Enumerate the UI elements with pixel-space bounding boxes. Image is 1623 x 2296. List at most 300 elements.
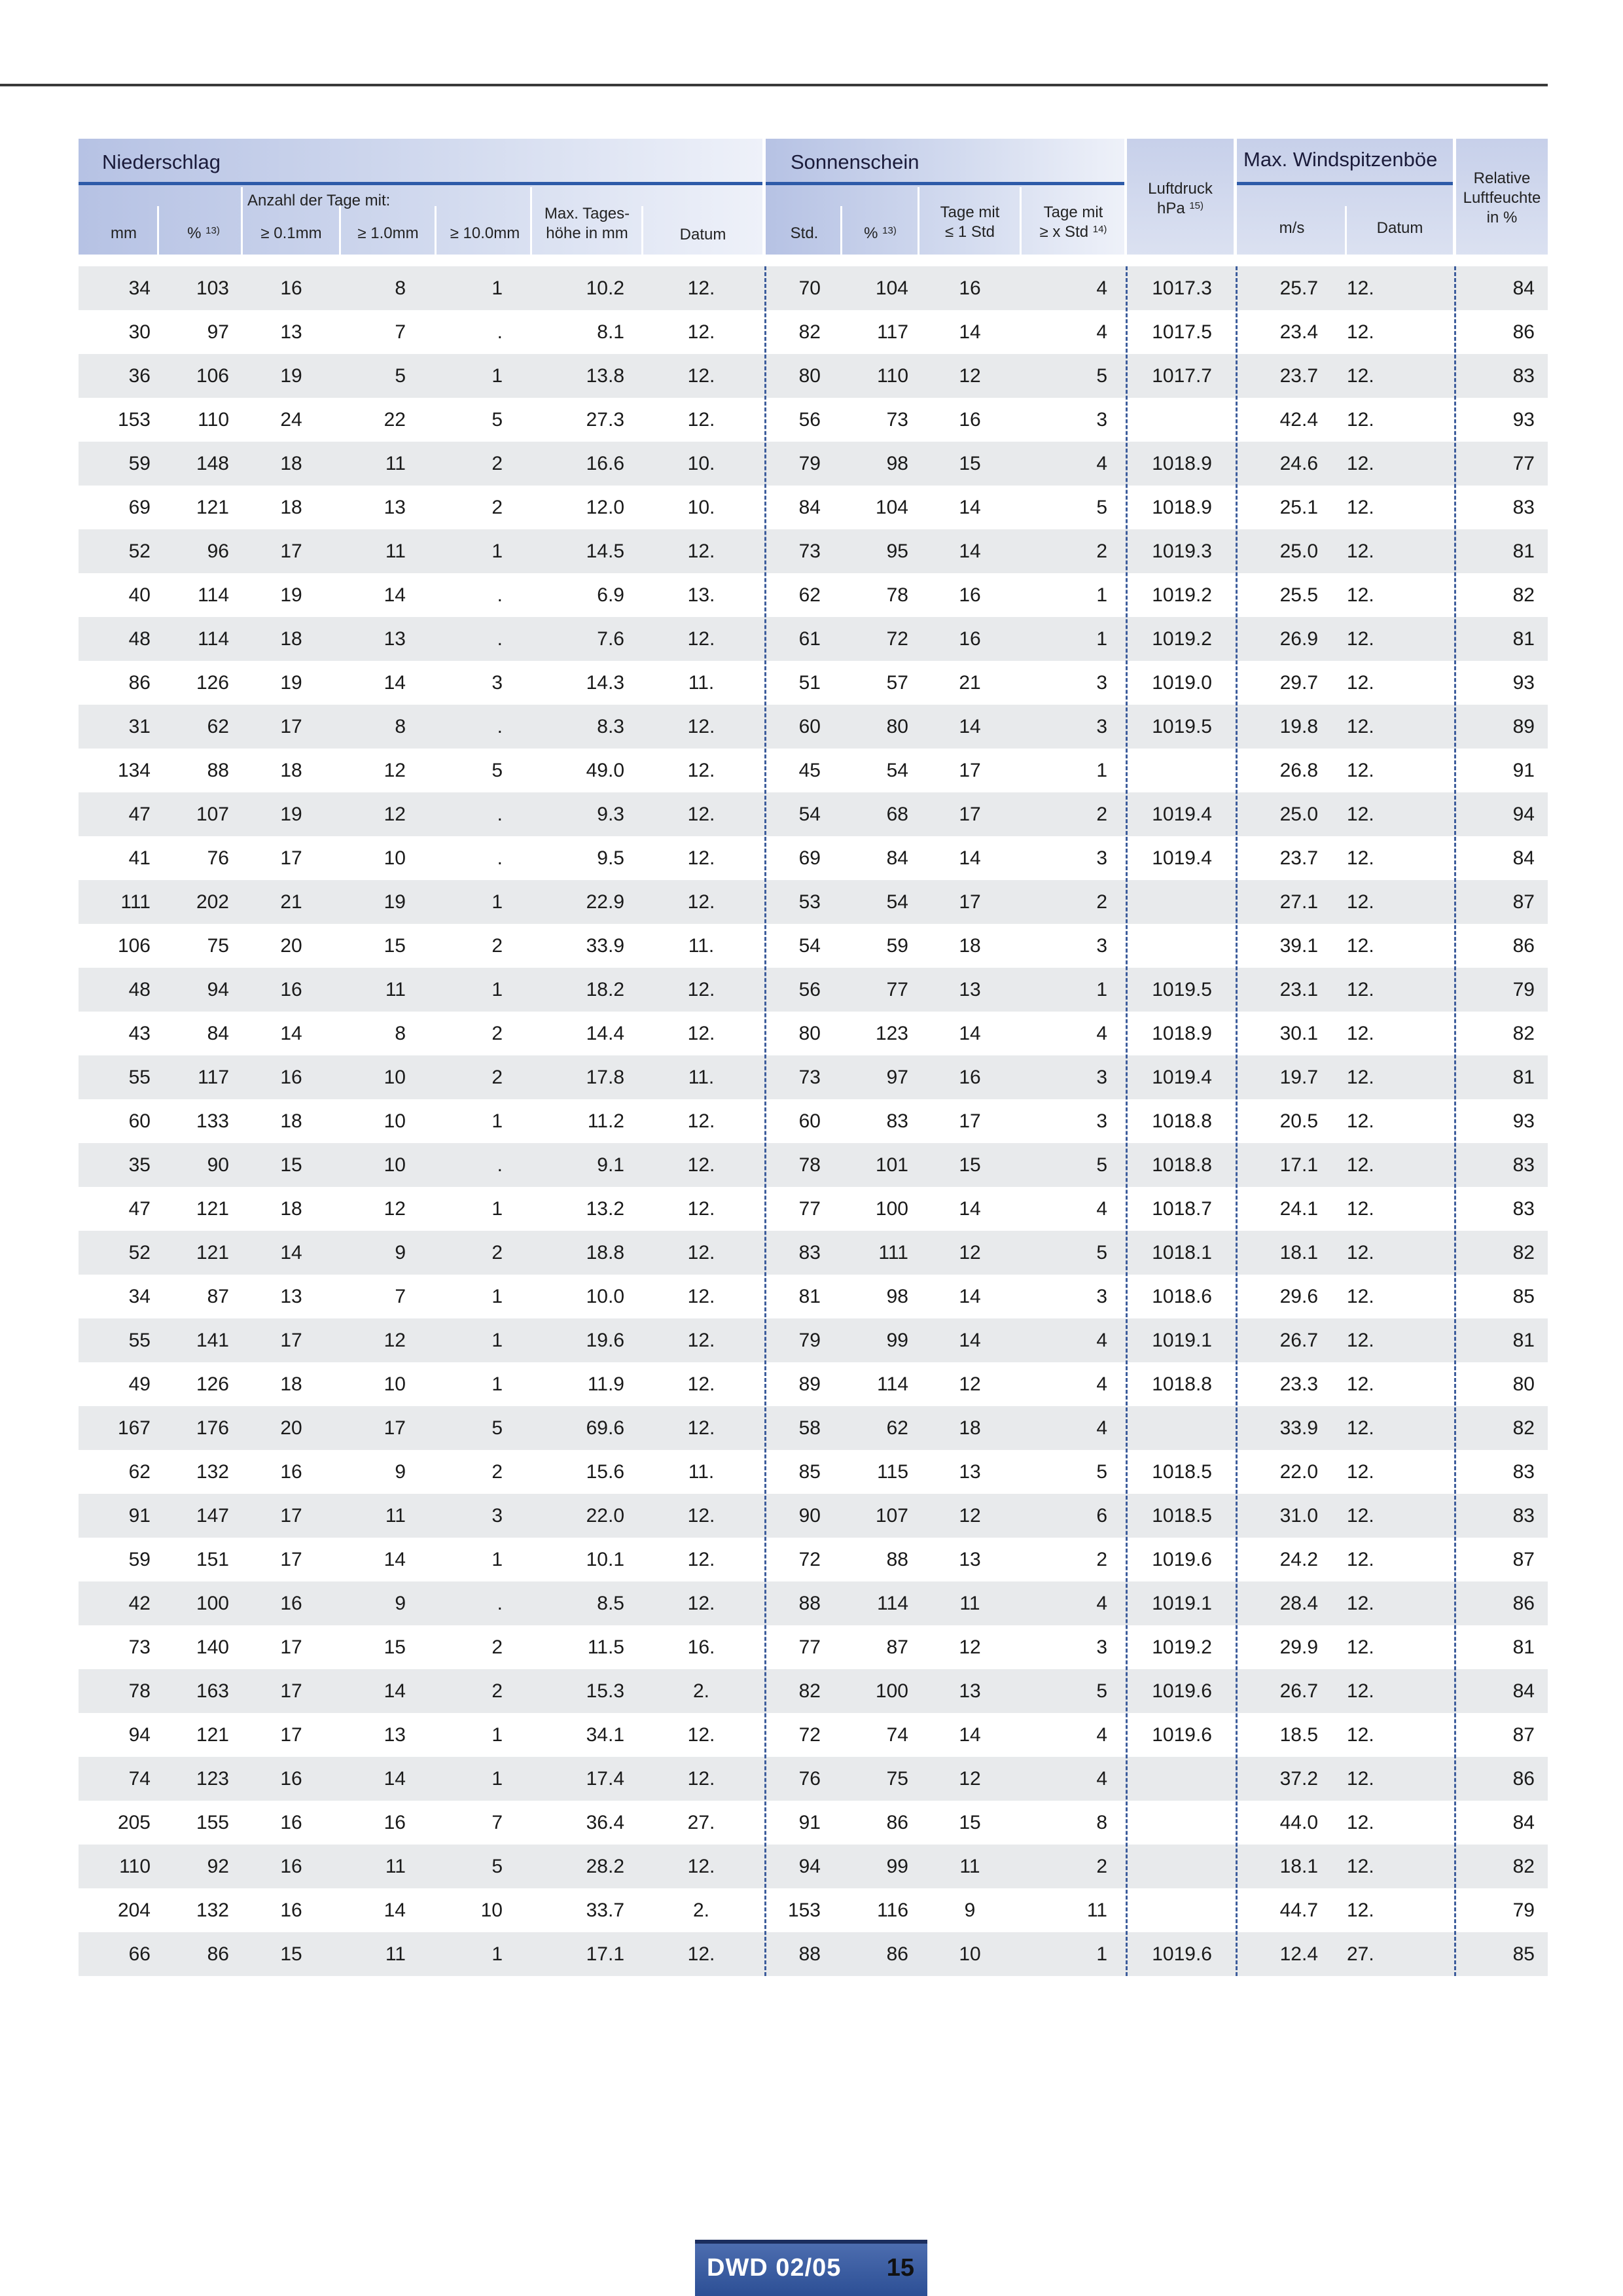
table-row xyxy=(79,1713,1548,1757)
cell-days-10: 11 xyxy=(385,453,406,474)
cell-sun-pct: 59 xyxy=(886,935,908,957)
table-row xyxy=(79,486,1548,529)
cell-max: 12.0 xyxy=(586,497,624,518)
cell-tage-1std: 12 xyxy=(959,1505,981,1527)
cell-luftdruck: 1019.2 xyxy=(1152,628,1212,650)
cell-wind-datum: 12. xyxy=(1347,540,1374,562)
cell-std: 61 xyxy=(798,628,821,650)
climate-table xyxy=(79,139,1548,1976)
cell-sun-pct: 101 xyxy=(875,1154,908,1176)
cell-feuchte: 81 xyxy=(1512,1067,1535,1088)
cell-feuchte: 83 xyxy=(1512,497,1535,518)
cell-mm: 59 xyxy=(128,453,151,474)
cell-std: 69 xyxy=(798,847,821,869)
cell-days-100: 1 xyxy=(491,1768,503,1790)
cell-tage-xstd: 4 xyxy=(1096,1768,1107,1790)
cell-feuchte: 81 xyxy=(1512,628,1535,650)
cell-wind-datum: 12. xyxy=(1347,1505,1374,1527)
cell-std: 72 xyxy=(798,1549,821,1570)
cell-wind-ms: 22.0 xyxy=(1279,1461,1318,1483)
cell-days-01: 18 xyxy=(280,1198,302,1220)
cell-tage-1std: 14 xyxy=(959,321,981,343)
subheader-tage-xstd-line-1: Tage mit xyxy=(1043,203,1103,221)
cell-wind-ms: 18.1 xyxy=(1279,1856,1318,1877)
cell-pct: 132 xyxy=(196,1899,229,1921)
cell-pct: 133 xyxy=(196,1110,229,1132)
cell-tage-1std: 14 xyxy=(959,540,981,562)
table-row xyxy=(79,1055,1548,1099)
cell-luftdruck: 1019.1 xyxy=(1152,1593,1212,1614)
cell-wind-ms: 23.1 xyxy=(1279,979,1318,1000)
luftdruck-title: Luftdruck xyxy=(1148,180,1213,198)
table-row xyxy=(79,1406,1548,1450)
cell-max: 14.5 xyxy=(586,540,624,562)
cell-sun-pct: 117 xyxy=(877,321,908,343)
cell-pct: 103 xyxy=(196,277,229,299)
header-separator xyxy=(157,206,159,255)
cell-tage-1std: 14 xyxy=(959,716,981,737)
cell-tage-xstd: 5 xyxy=(1096,1154,1107,1176)
cell-max: 33.7 xyxy=(586,1899,624,1921)
cell-luftdruck: 1019.3 xyxy=(1152,540,1212,562)
cell-tage-1std: 17 xyxy=(959,804,981,825)
cell-pct: 163 xyxy=(196,1680,229,1702)
cell-max: 22.9 xyxy=(586,891,624,913)
cell-tage-xstd: 2 xyxy=(1096,1549,1107,1570)
cell-days-01: 18 xyxy=(280,760,302,781)
cell-days-100: . xyxy=(497,584,503,606)
cell-days-100: 1 xyxy=(491,1286,503,1307)
cell-wind-datum: 12. xyxy=(1347,1286,1374,1307)
cell-days-100: 2 xyxy=(491,453,503,474)
cell-luftdruck xyxy=(1133,1801,1212,1845)
cell-days-10: 12 xyxy=(383,1198,406,1220)
subheader-max-line-2: höhe in mm xyxy=(546,224,628,242)
cell-wind-datum: 12. xyxy=(1347,804,1374,825)
cell-feuchte: 86 xyxy=(1512,935,1535,957)
cell-tage-1std: 17 xyxy=(959,891,981,913)
cell-mm: 134 xyxy=(117,760,151,781)
table-row xyxy=(79,1187,1548,1231)
cell-datum: 10. xyxy=(687,453,715,474)
cell-std: 79 xyxy=(798,453,821,474)
cell-std: 73 xyxy=(798,1067,821,1088)
table-row xyxy=(79,529,1548,573)
group-rule-niederschlag xyxy=(79,182,762,185)
cell-std: 82 xyxy=(798,1680,821,1702)
cell-wind-ms: 26.8 xyxy=(1279,760,1318,781)
table-row xyxy=(79,617,1548,661)
luftdruck-unit: hPa xyxy=(1156,200,1185,217)
cell-datum: 16. xyxy=(687,1636,715,1658)
cell-tage-xstd: 4 xyxy=(1096,1593,1107,1614)
cell-wind-ms: 44.7 xyxy=(1279,1899,1318,1921)
header-separator xyxy=(641,206,643,255)
cell-wind-ms: 23.3 xyxy=(1279,1373,1318,1395)
cell-datum: 12. xyxy=(687,1373,715,1395)
cell-days-10: 12 xyxy=(383,804,406,825)
cell-days-10: 14 xyxy=(383,1899,406,1921)
cell-feuchte: 83 xyxy=(1512,1505,1535,1527)
table-row xyxy=(79,1625,1548,1669)
cell-days-10: 10 xyxy=(383,1373,406,1395)
cell-days-100: . xyxy=(497,804,503,825)
cell-sun-pct: 107 xyxy=(875,1505,908,1527)
cell-tage-xstd: 2 xyxy=(1096,891,1107,913)
cell-std: 81 xyxy=(798,1286,821,1307)
cell-tage-1std: 12 xyxy=(959,1636,981,1658)
table-row xyxy=(79,880,1548,924)
subheader-days-10: ≥ 1.0mm xyxy=(357,224,419,242)
cell-sun-pct: 83 xyxy=(886,1110,908,1132)
group-rule-sonnenschein xyxy=(766,182,1124,185)
cell-pct: 76 xyxy=(207,847,229,869)
cell-luftdruck: 1018.9 xyxy=(1152,453,1212,474)
cell-max: 14.4 xyxy=(586,1023,624,1044)
cell-days-100: 1 xyxy=(491,1943,503,1965)
cell-mm: 43 xyxy=(128,1023,151,1044)
cell-days-100: . xyxy=(497,1154,503,1176)
cell-sun-pct: 114 xyxy=(877,1373,908,1395)
table-row xyxy=(79,1275,1548,1318)
subheader-sun-pct-text: % xyxy=(864,224,878,242)
column-divider-feuchte xyxy=(1454,266,1456,1976)
cell-tage-1std: 16 xyxy=(959,277,981,299)
cell-feuchte: 85 xyxy=(1512,1286,1535,1307)
cell-days-10: 5 xyxy=(395,365,406,387)
cell-days-100: 1 xyxy=(491,1110,503,1132)
cell-wind-datum: 12. xyxy=(1347,1549,1374,1570)
subheader-pct-footnote: 13) xyxy=(205,225,220,236)
cell-wind-datum: 12. xyxy=(1347,409,1374,431)
cell-sun-pct: 100 xyxy=(875,1680,908,1702)
cell-tage-1std: 14 xyxy=(959,1198,981,1220)
cell-days-10: 19 xyxy=(383,891,406,913)
cell-mm: 60 xyxy=(128,1110,151,1132)
subheader-tage-xstd-line-2: ≥ x Std xyxy=(1039,223,1089,241)
column-divider-luftdruck xyxy=(1126,266,1128,1976)
cell-sun-pct: 110 xyxy=(877,365,908,387)
table-header xyxy=(79,139,1548,255)
subheader-tage-xstd-footnote: 14) xyxy=(1092,224,1107,235)
cell-wind-datum: 12. xyxy=(1347,1812,1374,1833)
cell-tage-1std: 18 xyxy=(959,1417,981,1439)
cell-wind-datum: 12. xyxy=(1347,672,1374,694)
cell-datum: 11. xyxy=(688,672,715,694)
cell-pct: 151 xyxy=(196,1549,229,1570)
cell-max: 49.0 xyxy=(586,760,624,781)
cell-wind-datum: 12. xyxy=(1347,1330,1374,1351)
cell-days-01: 17 xyxy=(280,1505,302,1527)
cell-std: 72 xyxy=(798,1724,821,1746)
cell-wind-ms: 23.4 xyxy=(1279,321,1318,343)
cell-tage-1std: 17 xyxy=(959,760,981,781)
cell-sun-pct: 84 xyxy=(886,847,908,869)
cell-tage-xstd: 11 xyxy=(1086,1899,1107,1921)
cell-days-10: 11 xyxy=(385,540,406,562)
cell-days-100: 1 xyxy=(491,540,503,562)
cell-days-10: 8 xyxy=(395,716,406,737)
cell-days-01: 13 xyxy=(280,321,302,343)
cell-mm: 30 xyxy=(128,321,151,343)
cell-max: 7.6 xyxy=(597,628,624,650)
cell-wind-ms: 25.5 xyxy=(1279,584,1318,606)
cell-pct: 86 xyxy=(207,1943,229,1965)
cell-feuchte: 81 xyxy=(1512,1330,1535,1351)
header-separator xyxy=(241,187,243,255)
cell-pct: 110 xyxy=(198,409,229,431)
footer-badge-bar xyxy=(695,2240,927,2244)
cell-feuchte: 84 xyxy=(1512,847,1535,869)
column-divider-sonnenschein xyxy=(764,266,766,1976)
cell-pct: 202 xyxy=(196,891,229,913)
cell-wind-ms: 19.8 xyxy=(1279,716,1318,737)
cell-days-01: 13 xyxy=(280,1286,302,1307)
cell-std: 85 xyxy=(798,1461,821,1483)
cell-datum: 12. xyxy=(687,1023,715,1044)
cell-feuchte: 85 xyxy=(1512,1943,1535,1965)
cell-wind-ms: 39.1 xyxy=(1279,935,1318,957)
cell-datum: 12. xyxy=(687,804,715,825)
cell-wind-ms: 18.1 xyxy=(1279,1242,1318,1263)
cell-feuchte: 86 xyxy=(1512,1593,1535,1614)
cell-luftdruck xyxy=(1133,749,1212,792)
cell-datum: 12. xyxy=(687,409,715,431)
cell-luftdruck: 1019.2 xyxy=(1152,584,1212,606)
cell-feuchte: 93 xyxy=(1512,1110,1535,1132)
cell-wind-datum: 12. xyxy=(1347,1242,1374,1263)
cell-tage-1std: 11 xyxy=(959,1593,980,1614)
cell-tage-xstd: 1 xyxy=(1096,628,1107,650)
cell-pct: 75 xyxy=(207,935,229,957)
cell-mm: 66 xyxy=(128,1943,151,1965)
cell-datum: 2. xyxy=(692,1899,710,1921)
subheader-tage-xstd xyxy=(1022,203,1124,242)
table-row xyxy=(79,661,1548,705)
cell-max: 16.6 xyxy=(586,453,624,474)
cell-days-10: 14 xyxy=(383,672,406,694)
subheader-tage-1std xyxy=(920,203,1020,242)
cell-luftdruck: 1017.5 xyxy=(1152,321,1212,343)
cell-std: 73 xyxy=(798,540,821,562)
cell-mm: 48 xyxy=(128,979,151,1000)
cell-tage-xstd: 8 xyxy=(1096,1812,1107,1833)
cell-max: 8.5 xyxy=(597,1593,624,1614)
cell-wind-datum: 12. xyxy=(1347,497,1374,518)
cell-luftdruck: 1019.6 xyxy=(1152,1680,1212,1702)
cell-feuchte: 82 xyxy=(1512,1242,1535,1263)
cell-days-01: 18 xyxy=(280,628,302,650)
cell-tage-xstd: 4 xyxy=(1096,321,1107,343)
cell-sun-pct: 116 xyxy=(877,1899,908,1921)
cell-max: 9.5 xyxy=(597,847,624,869)
cell-feuchte: 86 xyxy=(1512,1768,1535,1790)
cell-feuchte: 91 xyxy=(1512,760,1535,781)
cell-mm: 106 xyxy=(117,935,151,957)
cell-max: 13.2 xyxy=(586,1198,624,1220)
cell-mm: 74 xyxy=(128,1768,151,1790)
subheader-days-100: ≥ 10.0mm xyxy=(450,224,520,242)
cell-datum: 12. xyxy=(687,979,715,1000)
table-row xyxy=(79,1801,1548,1845)
cell-tage-xstd: 1 xyxy=(1096,584,1107,606)
cell-wind-datum: 12. xyxy=(1347,1856,1374,1877)
cell-tage-xstd: 2 xyxy=(1096,804,1107,825)
cell-days-01: 15 xyxy=(280,1943,302,1965)
cell-wind-ms: 23.7 xyxy=(1279,847,1318,869)
cell-wind-ms: 12.4 xyxy=(1279,1943,1318,1965)
table-row xyxy=(79,1494,1548,1538)
cell-max: 17.1 xyxy=(586,1943,624,1965)
header-separator xyxy=(1020,187,1022,255)
cell-wind-datum: 12. xyxy=(1347,716,1374,737)
cell-datum: 12. xyxy=(687,1549,715,1570)
cell-days-10: 15 xyxy=(383,935,406,957)
cell-datum: 12. xyxy=(687,1943,715,1965)
cell-wind-ms: 24.1 xyxy=(1279,1198,1318,1220)
cell-std: 60 xyxy=(798,1110,821,1132)
cell-feuchte: 87 xyxy=(1512,1549,1535,1570)
cell-max: 34.1 xyxy=(586,1724,624,1746)
cell-tage-xstd: 4 xyxy=(1096,1023,1107,1044)
cell-std: 70 xyxy=(798,277,821,299)
cell-max: 22.0 xyxy=(586,1505,624,1527)
cell-sun-pct: 77 xyxy=(886,979,908,1000)
cell-days-10: 14 xyxy=(383,1549,406,1570)
cell-tage-1std: 14 xyxy=(959,1286,981,1307)
cell-std: 94 xyxy=(798,1856,821,1877)
cell-days-01: 18 xyxy=(280,1373,302,1395)
cell-luftdruck: 1018.1 xyxy=(1152,1242,1212,1263)
cell-datum: 12. xyxy=(687,277,715,299)
cell-feuchte: 93 xyxy=(1512,409,1535,431)
cell-pct: 96 xyxy=(207,540,229,562)
cell-wind-ms: 33.9 xyxy=(1279,1417,1318,1439)
cell-wind-datum: 12. xyxy=(1347,453,1374,474)
cell-days-01: 17 xyxy=(280,1636,302,1658)
cell-pct: 176 xyxy=(196,1417,229,1439)
cell-pct: 107 xyxy=(196,804,229,825)
cell-tage-xstd: 3 xyxy=(1096,409,1107,431)
cell-pct: 84 xyxy=(207,1023,229,1044)
cell-feuchte: 84 xyxy=(1512,1812,1535,1833)
cell-luftdruck: 1018.9 xyxy=(1152,1023,1212,1044)
cell-luftdruck xyxy=(1133,1845,1212,1888)
cell-feuchte: 82 xyxy=(1512,1417,1535,1439)
cell-datum: 12. xyxy=(687,1417,715,1439)
cell-tage-xstd: 4 xyxy=(1096,1373,1107,1395)
cell-datum: 12. xyxy=(687,716,715,737)
table-row xyxy=(79,1099,1548,1143)
cell-pct: 62 xyxy=(207,716,229,737)
cell-days-100: 1 xyxy=(491,891,503,913)
cell-days-01: 16 xyxy=(280,1768,302,1790)
cell-max: 19.6 xyxy=(586,1330,624,1351)
cell-pct: 121 xyxy=(196,1724,229,1746)
cell-std: 82 xyxy=(798,321,821,343)
cell-tage-xstd: 4 xyxy=(1096,453,1107,474)
table-row xyxy=(79,792,1548,836)
cell-tage-xstd: 1 xyxy=(1096,760,1107,781)
cell-datum: 11. xyxy=(688,935,715,957)
cell-days-01: 16 xyxy=(280,277,302,299)
cell-sun-pct: 97 xyxy=(886,1067,908,1088)
cell-feuchte: 89 xyxy=(1512,716,1535,737)
cell-std: 54 xyxy=(798,804,821,825)
cell-tage-1std: 13 xyxy=(959,1549,981,1570)
cell-days-100: 5 xyxy=(491,1856,503,1877)
cell-days-10: 16 xyxy=(383,1812,406,1833)
cell-luftdruck: 1019.4 xyxy=(1152,804,1212,825)
table-row xyxy=(79,1538,1548,1581)
cell-wind-ms: 25.0 xyxy=(1279,804,1318,825)
cell-pct: 94 xyxy=(207,979,229,1000)
cell-wind-datum: 12. xyxy=(1347,365,1374,387)
cell-days-01: 15 xyxy=(280,1154,302,1176)
cell-tage-xstd: 3 xyxy=(1096,716,1107,737)
cell-mm: 34 xyxy=(128,1286,151,1307)
cell-days-10: 10 xyxy=(383,847,406,869)
cell-std: 56 xyxy=(798,979,821,1000)
cell-mm: 94 xyxy=(128,1724,151,1746)
subheader-tage-1std-line-1: Tage mit xyxy=(940,203,1000,221)
cell-days-100: . xyxy=(497,1593,503,1614)
cell-wind-datum: 12. xyxy=(1347,1067,1374,1088)
cell-pct: 141 xyxy=(196,1330,229,1351)
cell-wind-ms: 20.5 xyxy=(1279,1110,1318,1132)
cell-days-100: 3 xyxy=(491,1505,503,1527)
cell-pct: 121 xyxy=(196,1242,229,1263)
cell-wind-ms: 25.7 xyxy=(1279,277,1318,299)
cell-days-10: 14 xyxy=(383,1768,406,1790)
cell-mm: 48 xyxy=(128,628,151,650)
cell-mm: 55 xyxy=(128,1330,151,1351)
table-row xyxy=(79,1669,1548,1713)
cell-days-10: 9 xyxy=(395,1461,406,1483)
cell-mm: 69 xyxy=(128,497,151,518)
cell-mm: 205 xyxy=(117,1812,151,1833)
cell-sun-pct: 74 xyxy=(886,1724,908,1746)
cell-sun-pct: 114 xyxy=(877,1593,908,1614)
cell-days-100: . xyxy=(497,628,503,650)
cell-tage-xstd: 2 xyxy=(1096,540,1107,562)
cell-pct: 121 xyxy=(196,497,229,518)
cell-datum: 12. xyxy=(687,847,715,869)
cell-luftdruck: 1018.8 xyxy=(1152,1154,1212,1176)
cell-max: 9.3 xyxy=(597,804,624,825)
cell-sun-pct: 62 xyxy=(886,1417,908,1439)
cell-std: 80 xyxy=(798,365,821,387)
cell-wind-ms: 29.6 xyxy=(1279,1286,1318,1307)
cell-wind-ms: 29.9 xyxy=(1279,1636,1318,1658)
cell-days-01: 16 xyxy=(280,1899,302,1921)
cell-max: 15.6 xyxy=(586,1461,624,1483)
cell-days-100: 1 xyxy=(491,1198,503,1220)
cell-luftdruck xyxy=(1133,1406,1212,1450)
cell-pct: 148 xyxy=(196,453,229,474)
cell-mm: 153 xyxy=(117,409,151,431)
cell-mm: 36 xyxy=(128,365,151,387)
cell-tage-1std: 16 xyxy=(959,628,981,650)
table-row xyxy=(79,1318,1548,1362)
cell-days-01: 16 xyxy=(280,1856,302,1877)
cell-luftdruck: 1019.5 xyxy=(1152,716,1212,737)
cell-tage-xstd: 5 xyxy=(1096,1680,1107,1702)
cell-feuchte: 79 xyxy=(1512,979,1535,1000)
cell-tage-1std: 13 xyxy=(959,1461,981,1483)
cell-wind-ms: 29.7 xyxy=(1279,672,1318,694)
cell-tage-xstd: 5 xyxy=(1096,1461,1107,1483)
